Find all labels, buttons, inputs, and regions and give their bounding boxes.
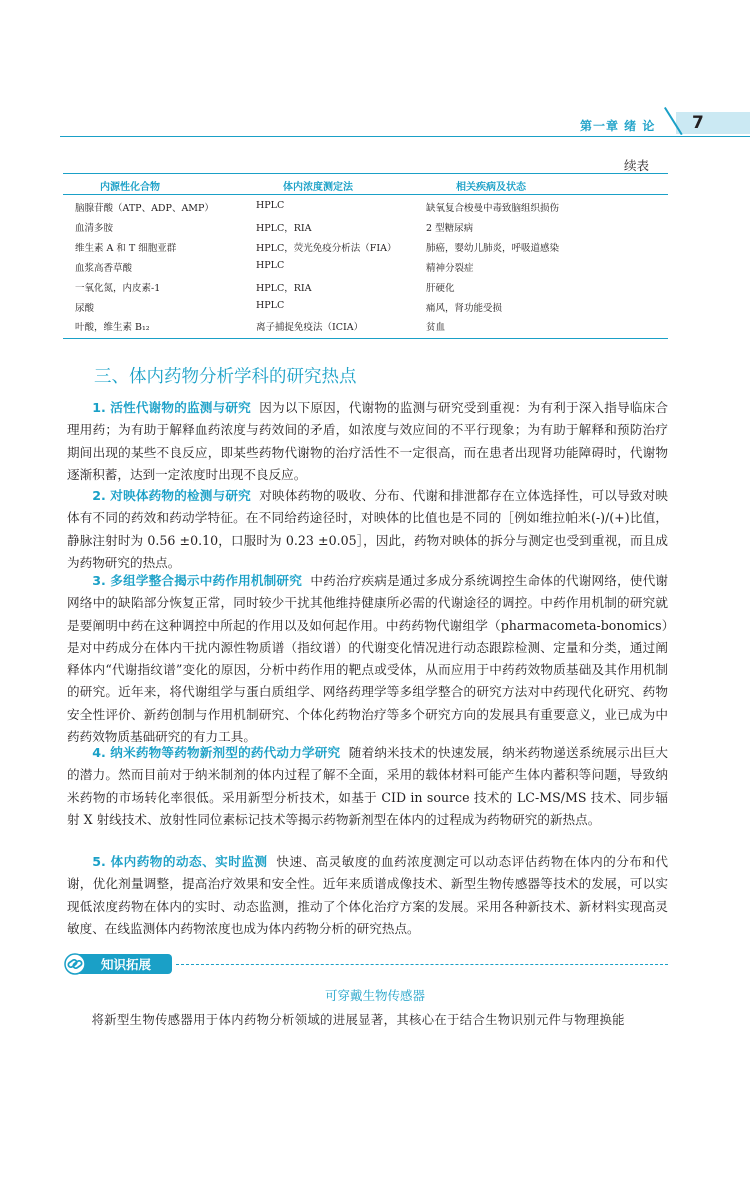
paragraph-4 [67, 742, 668, 831]
table-cell: 维生素 A 和 T 细胞亚群 [75, 243, 177, 254]
table-row [75, 220, 668, 240]
table-cell: 血浆高香草酸 [75, 263, 133, 274]
table-cell: HPLC，RIA [256, 223, 312, 234]
table-cell: 离子捕捉免疫法（ICIA） [256, 322, 364, 333]
table-header-method: 体内浓度测定法 [283, 182, 353, 193]
table-cell: HPLC [256, 300, 285, 311]
table-row [75, 280, 668, 300]
chapter-title: 第一章 绪 论 [580, 119, 656, 133]
table-header-rule [63, 194, 668, 195]
paragraph-lead: 3. 多组学整合揭示中药作用机制研究 [92, 573, 302, 588]
knowledge-text: 将新型生物传感器用于体内药物分析领域的进展显著，其核心在于结合生物识别元件与物理换能 [91, 1013, 625, 1027]
table-row [75, 260, 668, 280]
table-cell: HPLC，RIA [256, 283, 312, 294]
paragraph-lead: 2. 对映体药物的检测与研究 [92, 488, 251, 503]
table-row [75, 200, 668, 220]
table-cell: 贫血 [426, 322, 446, 333]
paragraph-3 [67, 570, 668, 748]
table-cell: 尿酸 [75, 303, 95, 314]
table-cell: HPLC [256, 200, 285, 211]
table-cell: HPLC，荧光免疫分析法（FIA） [256, 243, 397, 254]
table-continued-label: 续表 [624, 158, 650, 173]
paragraph-1 [67, 397, 668, 486]
table-cell: 叶酸，维生素 B₁₂ [75, 322, 150, 333]
paragraph-text: 中药治疗疾病是通过多成分系统调控生命体的代谢网络，使代谢网络中的缺陷部分恢复正常，同时较少干扰其他维持健康所必需的代谢途径的调控。中药作用机制的研究就是要阐明中药在这种调控中所起的作用以及如何起作用。中药药物代谢组学（pharmacometa-bonomics）是对中药成分在体内干扰内源性物质谱（指纹谱）的代谢变化情况进行动态跟踪检测、定量和分类，通过阐释体内“代谢指纹谱”变化的原因，分析中药作用的靶点或受体，从而应用于中药药效物质基础及其作用机制的研究。近年来，将代谢组学与蛋白质组学、网络药理学等多组学整合的研究方法对中药现代化研究、药物安全性评价、新药创制与作用机制研究、个体化药物治疗等多个研究方向的发展具有重要意义，业已成为中药药效物质基础研究的有力工具。 [67, 573, 669, 745]
table-cell: 一氧化氮，内皮素-1 [75, 283, 161, 294]
page-number-tab [676, 112, 750, 134]
table-cell: 肺癌，婴幼儿肺炎，呼吸道感染 [426, 243, 560, 254]
knowledge-dashed-rule [176, 964, 668, 965]
knowledge-title: 可穿戴生物传感器 [324, 988, 425, 1003]
paragraph-2 [67, 485, 668, 574]
knowledge-label: 知识拓展 [101, 957, 152, 972]
page-number: 7 [692, 113, 704, 133]
table-bottom-rule [63, 338, 668, 339]
table-cell: HPLC [256, 260, 285, 271]
paragraph-lead: 5. 体内药物的动态、实时监测 [92, 854, 268, 869]
paragraph-text: 因为以下原因，代谢物的监测与研究受到重视：为有利于深入指导临床合理用药；为有助于解释血药浓度与药效间的矛盾，如浓度与效应间的不平行现象；为有助于解释和预防治疗期间出现的某些不良反应，即某些药物代谢物的治疗活性不一定很高，而在患者出现肾功能障碍时，代谢物逐渐积蓄，达到一定浓度时出现不良反应。 [67, 400, 669, 482]
table-cell: 缺氧复合梭曼中毒致脑组织损伤 [426, 203, 560, 214]
paragraph-lead: 4. 纳米药物等药物新剂型的药代动力学研究 [92, 745, 341, 760]
section-title: 三、体内药物分析学科的研究热点 [94, 367, 357, 387]
table-cell: 脑腺苷酸（ATP、ADP、AMP） [75, 203, 214, 214]
paragraph-text: 随着纳米技术的快速发展，纳米药物递送系统展示出巨大的潜力。然而目前对于纳米制剂的体内过程了解不全面，采用的载体材料可能产生体内蓄积等问题，导致纳米药物的市场转化率很低。采用新型分析技术，如基于 CID in source 技术的 LC-MS/MS 技术、同步辐射 X 射线技术、放射性同位素标记技术等揭示药物新剂型在体内的过程成为药物研究的新热点。 [67, 745, 669, 827]
table-cell: 精神分裂症 [426, 263, 474, 274]
table-cell: 肝硬化 [426, 283, 455, 294]
table-row [75, 319, 668, 339]
header-rule [60, 136, 750, 137]
paragraph-text: 对映体药物的吸收、分布、代谢和排泄都存在立体选择性，可以导致对映体有不同的药效和药动学特征。在不同给药途径时，对映体的比值也是不同的［例如维拉帕米(-)/(+)比值，静脉注射时为 0.56 ±0.10，口服时为 0.23 ±0.05］，因此，药物对映体的拆分与测定也受到重视，而且成为药物研究的热点。 [67, 488, 669, 570]
table-cell: 血清多胺 [75, 223, 114, 234]
table-header-disease: 相关疾病及状态 [456, 182, 526, 193]
table-row [75, 300, 668, 320]
paragraph-lead: 1. 活性代谢物的监测与研究 [92, 400, 251, 415]
table-cell: 痛风，肾功能受损 [426, 303, 503, 314]
paragraph-text: 快速、高灵敏度的血药浓度测定可以动态评估药物在体内的分布和代谢，优化剂量调整，提高治疗效果和安全性。近年来质谱成像技术、新型生物传感器等技术的发展，可以实现低浓度药物在体内的实时、动态监测，推动了个体化治疗方案的发展。采用各种新技术、新材料实现高灵敏度、在线监测体内药物浓度也成为体内药物分析的研究热点。 [67, 854, 669, 936]
table-top-rule [63, 173, 668, 174]
paragraph-5 [67, 851, 668, 940]
table-cell: 2 型糖尿病 [426, 223, 474, 234]
table-row [75, 240, 668, 260]
table-header-compound: 内源性化合物 [100, 182, 160, 193]
